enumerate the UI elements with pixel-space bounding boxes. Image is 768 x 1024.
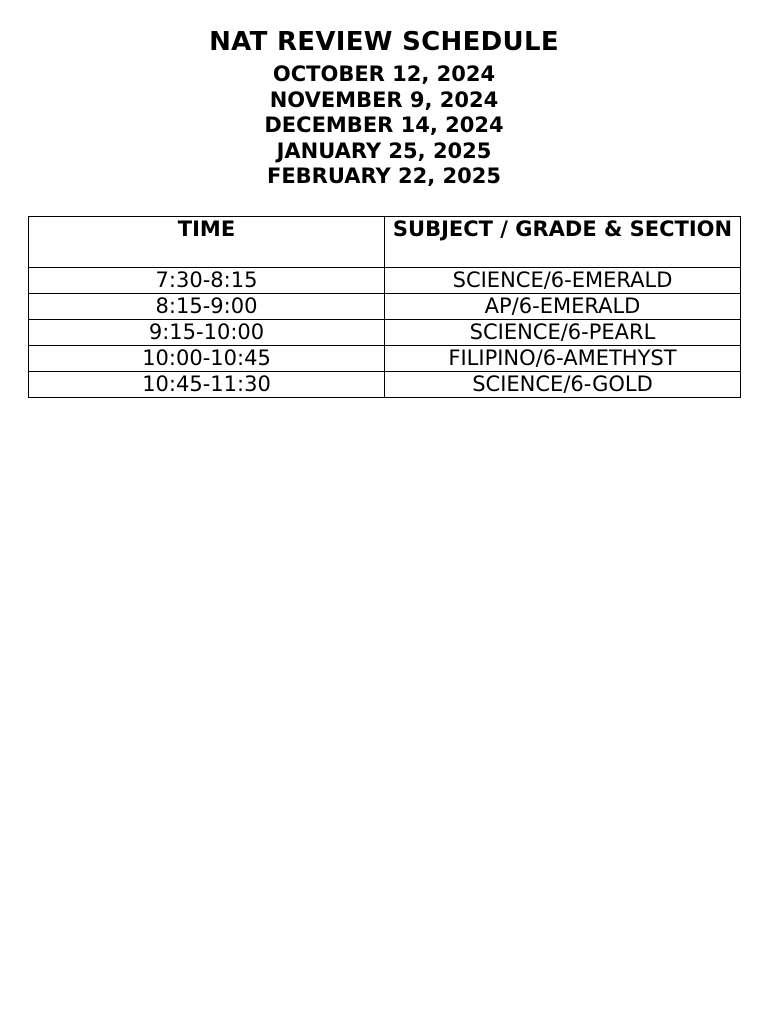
review-date: OCTOBER 12, 2024 <box>272 62 496 86</box>
column-header-subject: SUBJECT / GRADE & SECTION <box>385 217 741 268</box>
column-header-time: TIME <box>29 217 385 268</box>
table-row <box>29 294 741 320</box>
subject-cell: SCIENCE/6-PEARL <box>385 320 741 346</box>
table-header-row <box>29 217 741 268</box>
time-cell: 9:15-10:00 <box>29 320 385 346</box>
time-cell: 10:00-10:45 <box>29 346 385 372</box>
review-date: FEBRUARY 22, 2025 <box>266 164 502 188</box>
table-row <box>29 268 741 294</box>
table-row <box>29 372 741 398</box>
review-date: NOVEMBER 9, 2024 <box>269 87 499 112</box>
page-title: NAT REVIEW SCHEDULE <box>209 27 559 57</box>
review-date: DECEMBER 14, 2024 <box>264 113 504 137</box>
time-cell: 7:30-8:15 <box>29 268 385 294</box>
subject-cell: SCIENCE/6-GOLD <box>385 372 741 398</box>
time-cell: 8:15-9:00 <box>29 294 385 320</box>
subject-cell: AP/6-EMERALD <box>385 294 741 320</box>
subject-cell: FILIPINO/6-AMETHYST <box>385 346 741 372</box>
table-row <box>29 320 741 346</box>
subject-cell: SCIENCE/6-EMERALD <box>385 268 741 294</box>
table-row <box>29 346 741 372</box>
review-dates-list <box>0 62 768 190</box>
review-date: JANUARY 25, 2025 <box>276 138 492 163</box>
time-cell: 10:45-11:30 <box>29 372 385 398</box>
schedule-table <box>28 216 741 398</box>
